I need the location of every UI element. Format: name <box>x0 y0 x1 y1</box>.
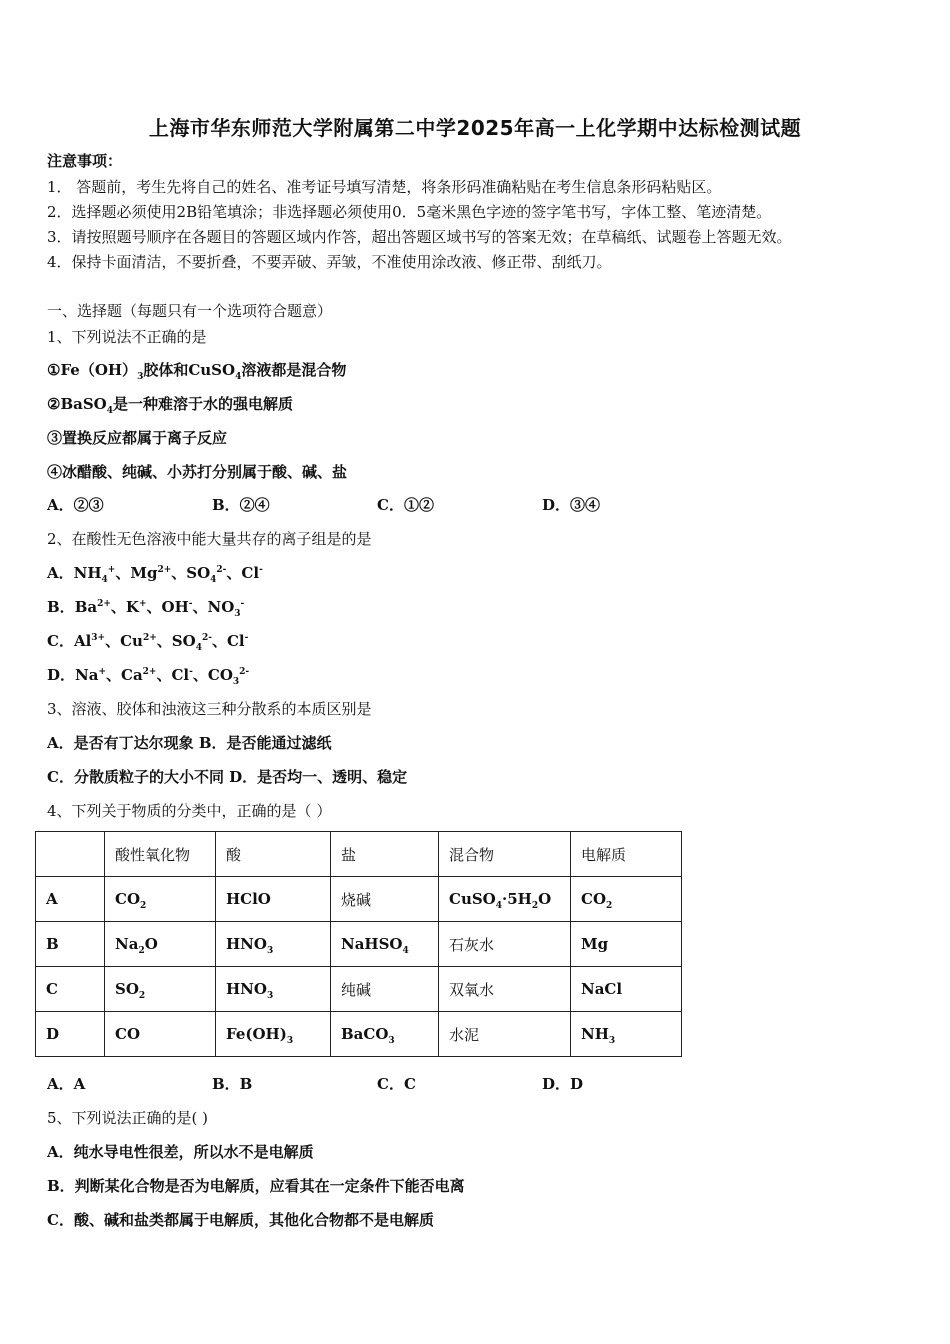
table-header-cell: 混合物 <box>439 832 571 877</box>
q2-option-c: C．$Al^{3+}$、$Cu^{2+}$、$SO_4^{2-}$、Cl- <box>47 632 249 653</box>
q3-options-cd: C．分散质粒子的大小不同 D．是否均一、透明、稳定 <box>47 768 408 786</box>
q2-stem: 2、在酸性无色溶液中能大量共存的离子组是的是 <box>47 530 372 548</box>
table-cell: B <box>36 922 105 967</box>
q1-option-a: A．②③ <box>47 496 104 514</box>
table-cell: D <box>36 1012 105 1057</box>
table-header-cell <box>36 832 105 877</box>
q1-statement-2: ②BaSO$_4$是一种难溶于水的强电解质 <box>47 395 294 416</box>
table-cell: 双氧水 <box>439 967 571 1012</box>
table-cell: BaCO$_3$ <box>331 1012 439 1057</box>
table-cell: $HNO_3$ <box>216 922 331 967</box>
q4-stem: 4、下列关于物质的分类中，正确的是（ ） <box>47 802 332 820</box>
q5-option-b: B．判断某化合物是否为电解质，应看其在一定条件下能否电离 <box>47 1177 465 1195</box>
note-item-4: 4．保持卡面清洁，不要折叠，不要弄破、弄皱，不准使用涂改液、修正带、刮纸刀。 <box>47 253 612 271</box>
q4-option-a: A．A <box>47 1075 86 1093</box>
table-header-cell: 酸 <box>216 832 331 877</box>
table-cell: $SO_2$ <box>105 967 216 1012</box>
exam-title: 上海市华东师范大学附属第二中学2025年高一上化学期中达标检测试题 <box>148 116 802 140</box>
table-cell: $CuSO_4\cdot 5H_2O$ <box>439 877 571 922</box>
q5-option-c: C．酸、碱和盐类都属于电解质，其他化合物都不是电解质 <box>47 1211 434 1229</box>
q3-stem: 3、溶液、胶体和浊液这三种分散系的本质区别是 <box>47 700 372 718</box>
q3-options-ab: A．是否有丁达尔现象 B．是否能通过滤纸 <box>47 734 332 752</box>
table-cell: NaHSO$_4$ <box>331 922 439 967</box>
table-cell: $NH_3$ <box>571 1012 682 1057</box>
note-item-1: 1． 答题前，考生先将自己的姓名、准考证号填写清楚，将条形码准确粘贴在考生信息条形码粘贴区。 <box>47 178 722 196</box>
notes-heading: 注意事项： <box>47 152 123 170</box>
table-cell: 石灰水 <box>439 922 571 967</box>
q1-statement-3: ③置换反应都属于离子反应 <box>47 429 228 447</box>
table-cell: $CO_2$ <box>571 877 682 922</box>
table-cell: 纯碱 <box>331 967 439 1012</box>
q5-stem: 5、下列说法正确的是( ) <box>47 1109 209 1127</box>
table-cell: A <box>36 877 105 922</box>
q1-option-d: D．③④ <box>542 496 601 514</box>
q2-option-b: B．$Ba^{2+}$、K+、OH-、$NO_3^-$ <box>47 598 245 619</box>
table-row <box>36 877 682 922</box>
section-heading: 一、选择题（每题只有一个选项符合题意） <box>47 302 333 320</box>
table-header-cell: 酸性氧化物 <box>105 832 216 877</box>
q1-statement-1: $①Fe(OH)_3$胶体和CuSO$_4$溶液都是混合物 <box>47 361 347 382</box>
q2-option-d: D．Na+、$Ca^{2+}$、Cl-、$CO_3^{2-}$ <box>47 666 250 687</box>
q5-option-a: A．纯水导电性很差，所以水不是电解质 <box>47 1143 314 1161</box>
q1-option-c: C．①② <box>377 496 434 514</box>
note-item-3: 3．请按照题号顺序在各题目的答题区域内作答，超出答题区域书写的答案无效；在草稿纸、试题卷上答题无效。 <box>47 228 792 246</box>
table-cell: $Fe(OH)_3$ <box>216 1012 331 1057</box>
table-cell: HClO <box>216 877 331 922</box>
q2-option-a: A．$NH_4^+$、$Mg^{2+}$、$SO_4^{2-}$、Cl- <box>47 564 263 585</box>
table-header-cell: 电解质 <box>571 832 682 877</box>
q4-option-b: B．B <box>212 1075 253 1093</box>
table-row <box>36 1012 682 1057</box>
table-cell: 烧碱 <box>331 877 439 922</box>
table-cell: $HNO_3$ <box>216 967 331 1012</box>
note-item-2: 2．选择题必须使用2B铅笔填涂；非选择题必须使用0．5毫米黑色字迹的签字笔书写，字体工整、笔迹清楚。 <box>47 203 772 221</box>
table-cell: NaCl <box>571 967 682 1012</box>
table-cell: Mg <box>571 922 682 967</box>
q1-statement-4: ④冰醋酸、纯碱、小苏打分别属于酸、碱、盐 <box>47 463 348 481</box>
q4-classification-table <box>35 831 682 1057</box>
table-cell: CO <box>105 1012 216 1057</box>
table-cell: $Na_2O$ <box>105 922 216 967</box>
table-row <box>36 922 682 967</box>
q1-stem: 1、下列说法不正确的是 <box>47 328 207 346</box>
table-header-cell: 盐 <box>331 832 439 877</box>
table-cell: C <box>36 967 105 1012</box>
q1-option-b: B．②④ <box>212 496 270 514</box>
table-cell: 水泥 <box>439 1012 571 1057</box>
table-row <box>36 967 682 1012</box>
table-header-row <box>36 832 682 877</box>
q4-option-c: C．C <box>377 1075 416 1093</box>
q4-option-d: D．D <box>542 1075 584 1093</box>
table-cell: $CO_2$ <box>105 877 216 922</box>
